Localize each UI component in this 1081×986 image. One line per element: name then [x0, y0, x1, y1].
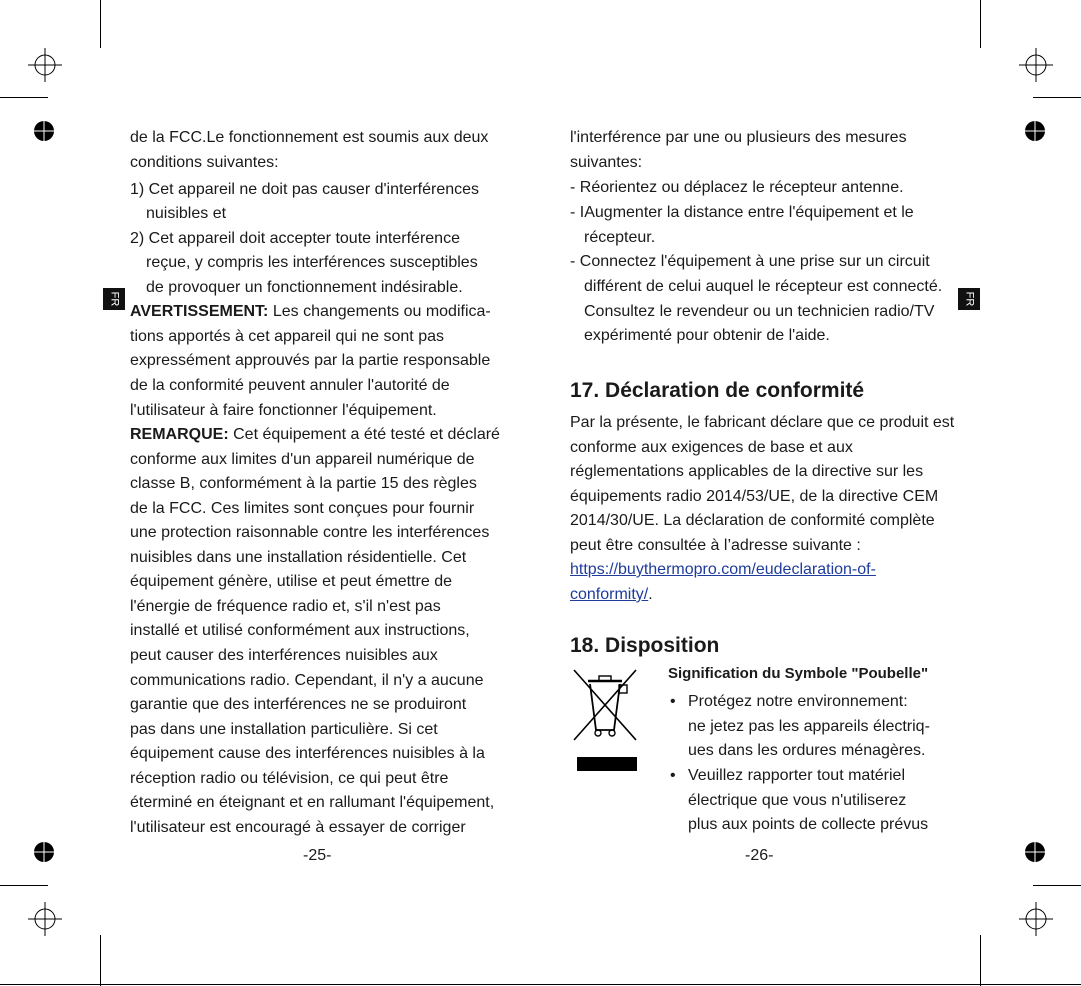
bullet-line: électrique que vous n'utiliserez [688, 792, 907, 809]
list-item: 1) Cet appareil ne doit pas causer d'interférences [130, 181, 480, 198]
crop-mark [1033, 97, 1081, 98]
registration-target-icon [28, 902, 62, 936]
crop-mark [0, 885, 48, 886]
bullet-line: Veuillez rapporter tout matériel [688, 767, 905, 784]
list-item: 2) Cet appareil doit accepter toute interférence [130, 230, 460, 247]
body-line: de la FCC. Ces limites sont conçues pour fournir [130, 500, 475, 517]
registration-dot-icon [1024, 120, 1046, 142]
body-line: 2014/30/UE. La déclaration de conformité complète [570, 512, 935, 529]
crop-mark [980, 935, 981, 986]
bullet-line: plus aux points de collecte prévus [688, 816, 929, 833]
bullet-line: Protégez notre environnement: [688, 693, 908, 710]
body-line: l'utilisateur est encouragé à essayer de corriger [130, 819, 466, 836]
list-item: récepteur. [584, 229, 656, 246]
crossed-out-bin-icon [572, 668, 638, 774]
body-line: peut causer des interférences nuisibles aux [130, 647, 438, 664]
registration-target-icon [1019, 902, 1053, 936]
crop-mark [0, 984, 1081, 985]
crop-mark [0, 97, 48, 98]
body-line: l'utilisateur à faire fonctionner l'équipement. [130, 402, 437, 419]
body-line: réception radio ou télévision, ce qui peut être [130, 770, 449, 787]
declaration-link-line2 [570, 585, 653, 605]
body-line: conditions suivantes: [130, 154, 279, 171]
warning-text: Les changements ou modifica- [268, 303, 491, 320]
body-line: nuisibles dans une installation résidentielle. Cet [130, 549, 467, 566]
bullet-icon: • [670, 693, 676, 710]
list-item: différent de celui auquel le récepteur est connecté. [584, 278, 943, 295]
body-line: pas dans une installation particulière. Si cet [130, 721, 438, 738]
registration-dot-icon [1024, 841, 1046, 863]
body-line: éterminé en éteignant et en rallumant l'équipement, [130, 794, 495, 811]
declaration-link[interactable]: https://buythermopro.com/eudeclaration-of- [570, 561, 876, 578]
note-line [130, 425, 500, 445]
warning-label: AVERTISSEMENT: [130, 303, 269, 320]
page-number: -25- [303, 847, 332, 864]
symbol-title: Signification du Symbole "Poubelle" [668, 665, 929, 682]
warning-line [130, 302, 491, 322]
section-heading: 17. Déclaration de conformité [570, 379, 865, 402]
body-line: équipements radio 2014/53/UE, de la directive CEM [570, 488, 939, 505]
link-period: . [648, 586, 653, 603]
note-text: Cet équipement a été testé et déclaré [228, 426, 500, 443]
body-line: installé et utilisé conformément aux instructions, [130, 622, 470, 639]
list-item: reçue, y compris les interférences susceptibles [146, 254, 478, 271]
list-item: - Connectez l'équipement à une prise sur un circuit [570, 253, 930, 270]
bullet-line: ne jetez pas les appareils électriq- [688, 718, 930, 735]
body-line: de la FCC.Le fonctionnement est soumis aux deux [130, 129, 489, 146]
bullet-line: ues dans les ordures ménagères. [688, 742, 926, 759]
language-tab-left: FR [103, 288, 125, 310]
body-line: classe B, conformément à la partie 15 des règles [130, 475, 477, 492]
registration-target-icon [1019, 48, 1053, 82]
body-line: Par la présente, le fabricant déclare que ce produit est [570, 414, 955, 431]
list-item: - IAugmenter la distance entre l'équipement et le [570, 204, 914, 221]
body-line: expressément approuvés par la partie responsable [130, 352, 491, 369]
language-tab-right: FR [958, 288, 980, 310]
registration-target-icon [28, 48, 62, 82]
page-number: -26- [745, 847, 774, 864]
body-line: communications radio. Cependant, il n'y a aucune [130, 672, 484, 689]
list-item: nuisibles et [146, 205, 227, 222]
crop-mark [1033, 885, 1081, 886]
body-line: conforme aux exigences de base et aux [570, 439, 853, 456]
body-line: équipement génère, utilise et peut émettre de [130, 573, 452, 590]
crop-mark [100, 0, 101, 48]
note-label: REMARQUE: [130, 426, 229, 443]
body-line: l'énergie de fréquence radio et, s'il n'est pas [130, 598, 441, 615]
body-line: équipement cause des interférences nuisibles à la [130, 745, 485, 762]
registration-dot-icon [33, 120, 55, 142]
body-line: l'interférence par une ou plusieurs des mesures [570, 129, 907, 146]
crop-mark [100, 935, 101, 986]
body-line: de la conformité peuvent annuler l'autorité de [130, 377, 450, 394]
crop-mark [980, 0, 981, 48]
list-item: expérimenté pour obtenir de l'aide. [584, 327, 830, 344]
body-line: garantie que des interférences ne se produiront [130, 696, 467, 713]
body-line: tions apportés à cet appareil qui ne sont pas [130, 328, 444, 345]
bullet-icon: • [670, 767, 676, 784]
list-item: - Réorientez ou déplacez le récepteur antenne. [570, 179, 904, 196]
body-line: réglementations applicables de la directive sur les [570, 463, 924, 480]
section-heading: 18. Disposition [570, 634, 720, 657]
body-line: suivantes: [570, 154, 643, 171]
registration-dot-icon [33, 841, 55, 863]
declaration-link-continued[interactable]: conformity/ [570, 586, 649, 603]
body-line: une protection raisonnable contre les interférences [130, 524, 490, 541]
body-line: conforme aux limites d'un appareil numérique de [130, 451, 475, 468]
list-item: Consultez le revendeur ou un technicien radio/TV [584, 303, 935, 320]
list-item: de provoquer un fonctionnement indésirable. [146, 279, 463, 296]
body-line: peut être consultée à l’adresse suivante : [570, 537, 861, 554]
